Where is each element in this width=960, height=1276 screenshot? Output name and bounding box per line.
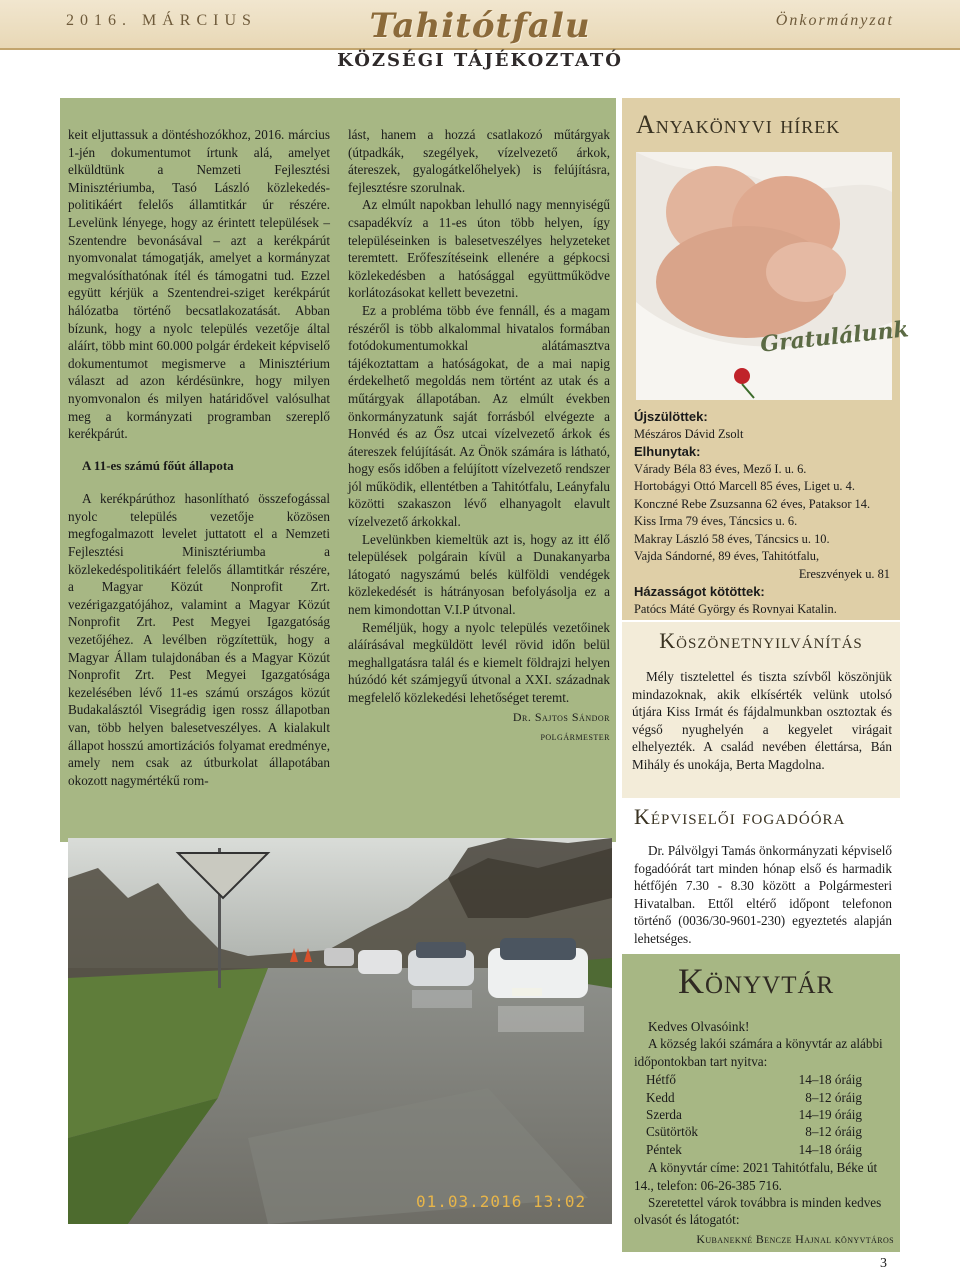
hours-time: 14–19 óráig bbox=[798, 1107, 862, 1123]
konyvtar-title: Könyvtár bbox=[678, 961, 835, 1001]
hours-day: Szerda bbox=[646, 1107, 682, 1123]
article-subheading: A 11-es számú főút állapota bbox=[82, 457, 234, 473]
konyvtar-signature: Kubanekné Bencze Hajnal könyvtáros bbox=[696, 1231, 894, 1246]
konyvtar-greeting: Kedves Olvasóink! bbox=[648, 1019, 750, 1034]
hours-row bbox=[646, 1141, 862, 1158]
masthead-title: Tahitótfalu bbox=[369, 6, 591, 46]
masthead-logo bbox=[330, 6, 630, 98]
article-paragraph: Levelünkben kiemeltük azt is, hogy az itt élő települések polgárain kívül a Dunakanyarba látogató nagyszámú belés külföldi vendégek közlekedését is hátrányosan befolyásolja ez a nem kimondottan V.I.P útvonal. bbox=[348, 531, 610, 618]
deceased-entry-continued: Ereszvények u. 81 bbox=[798, 566, 890, 581]
hours-row bbox=[646, 1106, 862, 1123]
deceased-entry: Vajda Sándorné, 89 éves, Tahitótfalu, bbox=[634, 549, 820, 563]
flooded-road-photo bbox=[68, 838, 612, 1224]
issue-date: 2016. MÁRCIUS bbox=[66, 12, 257, 29]
article-paragraph: lást, hanem a hozzá csatlakozó műtárgyak (útpadkák, szegélyek, vízelvezető árkok, átereszek, gyalogátkelőhelyek) is felújításra, fejlesztésre szorulnak. bbox=[348, 127, 610, 195]
hours-time: 14–18 óráig bbox=[798, 1072, 862, 1088]
hours-day: Kedd bbox=[646, 1089, 675, 1105]
konyvtar-content bbox=[634, 1018, 894, 1248]
hours-row bbox=[646, 1123, 862, 1140]
hours-time: 8–12 óráig bbox=[805, 1089, 862, 1105]
anyakonyv-list bbox=[634, 408, 890, 618]
babies-photo bbox=[636, 152, 910, 400]
anyakonyv-title: Anyakönyvi hírek bbox=[636, 110, 841, 139]
article-paragraph: Reméljük, hogy a nyolc település vezetőinek aláírásával megküldött levél rövid időn belül meghallgatásra talál és e kiemelt földrajzi helyen húzódó két számjegyű útvonal a XXI. századnak megfelelő közlekedési lehetőséget teremt. bbox=[348, 619, 610, 705]
article-paragraph: Ez a probléma több éve fennáll, és a magam részéről is több alkalommal hivatalos formában fotódokumentumokkal alátámasztva tájékoztattam a hatóságokat, de a mai napig érdekelhető megoldás nem történt az utak és a műtárgyak állapotában. Az elmúlt években önkormányzatunk saját forrásból elvégezte a Honvéd és az Ősz utcai vízelvezető árkok és átereszek felújítását. Az Önök számára is látható, hogy esős időben a felújított vízelvezető rendszer jól működik, ellentétben a Tahitótfalu, Leányfalu közötti szakaszon lévő elhanyagolt elavult vízelvezető árkokkal. bbox=[348, 302, 610, 530]
konyvtar-invite: Szeretettel várok továbbra is minden kedves olvasót és látogatót: bbox=[634, 1195, 882, 1228]
section-name: Önkormányzat bbox=[775, 12, 894, 29]
konyvtar-address: A könyvtár címe: 2021 Tahitótfalu, Béke út 14., telefon: 06-26-385 716. bbox=[634, 1160, 878, 1193]
marriages-label: Házasságot kötöttek: bbox=[634, 584, 765, 599]
newborns-label: Újszülöttek: bbox=[634, 409, 708, 424]
hours-time: 14–18 óráig bbox=[798, 1141, 862, 1157]
hours-time: 8–12 óráig bbox=[805, 1124, 862, 1140]
article-paragraph: Az elmúlt napokban lehulló nagy mennyiségű csapadékvíz a 11-es úton több helyen, így településeinken is balesetveszélyes helyzeteket teremtett. Erőfeszítéseink ellenére a gépkocsi közlekedésben a hatósággal együttműködve korlátozásokat kellett bevezetni. bbox=[348, 197, 610, 301]
marriage-entry: Patócs Máté György és Rovnyai Katalin. bbox=[634, 601, 837, 616]
kepviseloi-title: Képviselői fogadóóra bbox=[634, 804, 846, 829]
flooded-road-image bbox=[68, 838, 612, 1224]
deceased-entry: Kiss Irma 79 éves, Táncsics u. 6. bbox=[634, 514, 798, 528]
photo-timestamp: 01.03.2016 13:02 bbox=[416, 1192, 587, 1211]
hours-row bbox=[646, 1089, 862, 1106]
opening-hours bbox=[646, 1071, 894, 1158]
deceased-entry: Várady Béla 83 éves, Mező I. u. 6. bbox=[634, 461, 807, 476]
deceased-entry: Hortobágyi Ottó Marcell 85 éves, Liget u. 4. bbox=[634, 479, 855, 493]
hours-day: Csütörtök bbox=[646, 1124, 699, 1140]
deceased-entry: Makray László 58 éves, Táncsics u. 10. bbox=[634, 531, 830, 546]
image-caption: Gratulálunk bbox=[759, 316, 910, 358]
article-column-1 bbox=[68, 126, 330, 789]
article-paragraph: keit eljuttassuk a döntéshozókhoz, 2016. március 1-jén dokumentumot írtunk alá, amelyet elküldtünk a Nemzeti Fejlesztési Minisztériumba, Tasó László közlekedés-politikáért felelős államtitkár úr részére. Levelünk lényege, hogy az érintett települések – Szentendre bevonásával – azt a kerékpárút nyomvonalat támogatják, amelyet a kormányzat megvalósíthatónak ítél és támogatni tud. Ezzel együtt kérjük a Szentendrei-sziget kerékpárút hálózatba történő becsatlakozatását. Abban bízunk, hogy a nyolc település vezetője által aláírt, több mint 60.000 polgár érdekeit képviselő dokumentumot megismerve a Minisztérium választ ad azon kérdésünkre, hogy milyen nyomvonalon és milyen határidővel valósulhat meg a kormányzati programban szereplő kerékpárút. bbox=[68, 127, 330, 442]
kepviseloi-text: Dr. Pálvölgyi Tamás önkormányzati képviselő fogadóórát tart minden hónap első és harmadik hétfőjén 7.30 - 8.30 között a Polgármesteri Hivatalban. Ettől eltérő időpont telefonon történő (0036/30-9601-230) egyeztetés alapján lehetséges. bbox=[634, 843, 892, 946]
konyvtar-intro: A község lakói számára a könyvtár az alábbi időpontokban tart nyitva: bbox=[634, 1036, 883, 1069]
author-title: polgármester bbox=[540, 729, 610, 744]
koszonet-title: Köszönetnyilvánítás bbox=[659, 628, 863, 653]
article-column-2 bbox=[348, 126, 610, 746]
hours-day: Hétfő bbox=[646, 1072, 677, 1088]
author-name: Dr. Sajtos Sándor bbox=[512, 709, 610, 724]
article-paragraph: A kerékpárúthoz hasonlítható összefogással nyolc település vezetője közösen megfogalmazott levelet juttatott el a Nemzeti Fejlesztési Minisztériumba a közlekedéspolitikáért felelős államtitkár részére, a Magyar Közút Nonprofit Zrt. vezérigazgatójához, valamint a Magyar Közút Nonprofit Zrt. Pest Megyei Igazgatóság vezetőjéhez. A levélben rögzítettük, hogy a Magyar Állam tulajdonában és a Magyar Közút Nonprofit Zrt. Pest Megyei Igazgatósága kezelésében lévő 11-es számú országos közút Budakalásztól Visegrádig igen rossz állapotban van, több helyen balesetveszélyes. A kialakult állapot hosszú amortizációs folyamat eredménye, amely nem csak az útburkolat állapotában okozott nagymértékű rom- bbox=[68, 491, 330, 788]
page-number: 3 bbox=[880, 1256, 887, 1271]
masthead-subtitle: KÖZSÉGI TÁJÉKOZTATÓ bbox=[337, 50, 623, 71]
hours-row bbox=[646, 1071, 862, 1088]
koszonet-text: Mély tisztelettel és tiszta szívből köszönjük mindazoknak, akik elkísérték velünk utolsó útjára Kiss Irmát és fájdalmunkban osztoztak és végső nyughelyén a kegyelet virágait elhelyezték. A család nevében élettársa, Bán Mihály és unokája, Berta Magdolna. bbox=[632, 669, 892, 772]
deceased-entry: Konczné Rebe Zsuzsanna 62 éves, Pataksor 14. bbox=[634, 496, 871, 511]
newborn-entry: Mészáros Dávid Zsolt bbox=[634, 426, 744, 441]
hours-day: Péntek bbox=[646, 1141, 682, 1157]
deceased-label: Elhunytak: bbox=[634, 444, 701, 459]
babies-image bbox=[636, 152, 892, 400]
